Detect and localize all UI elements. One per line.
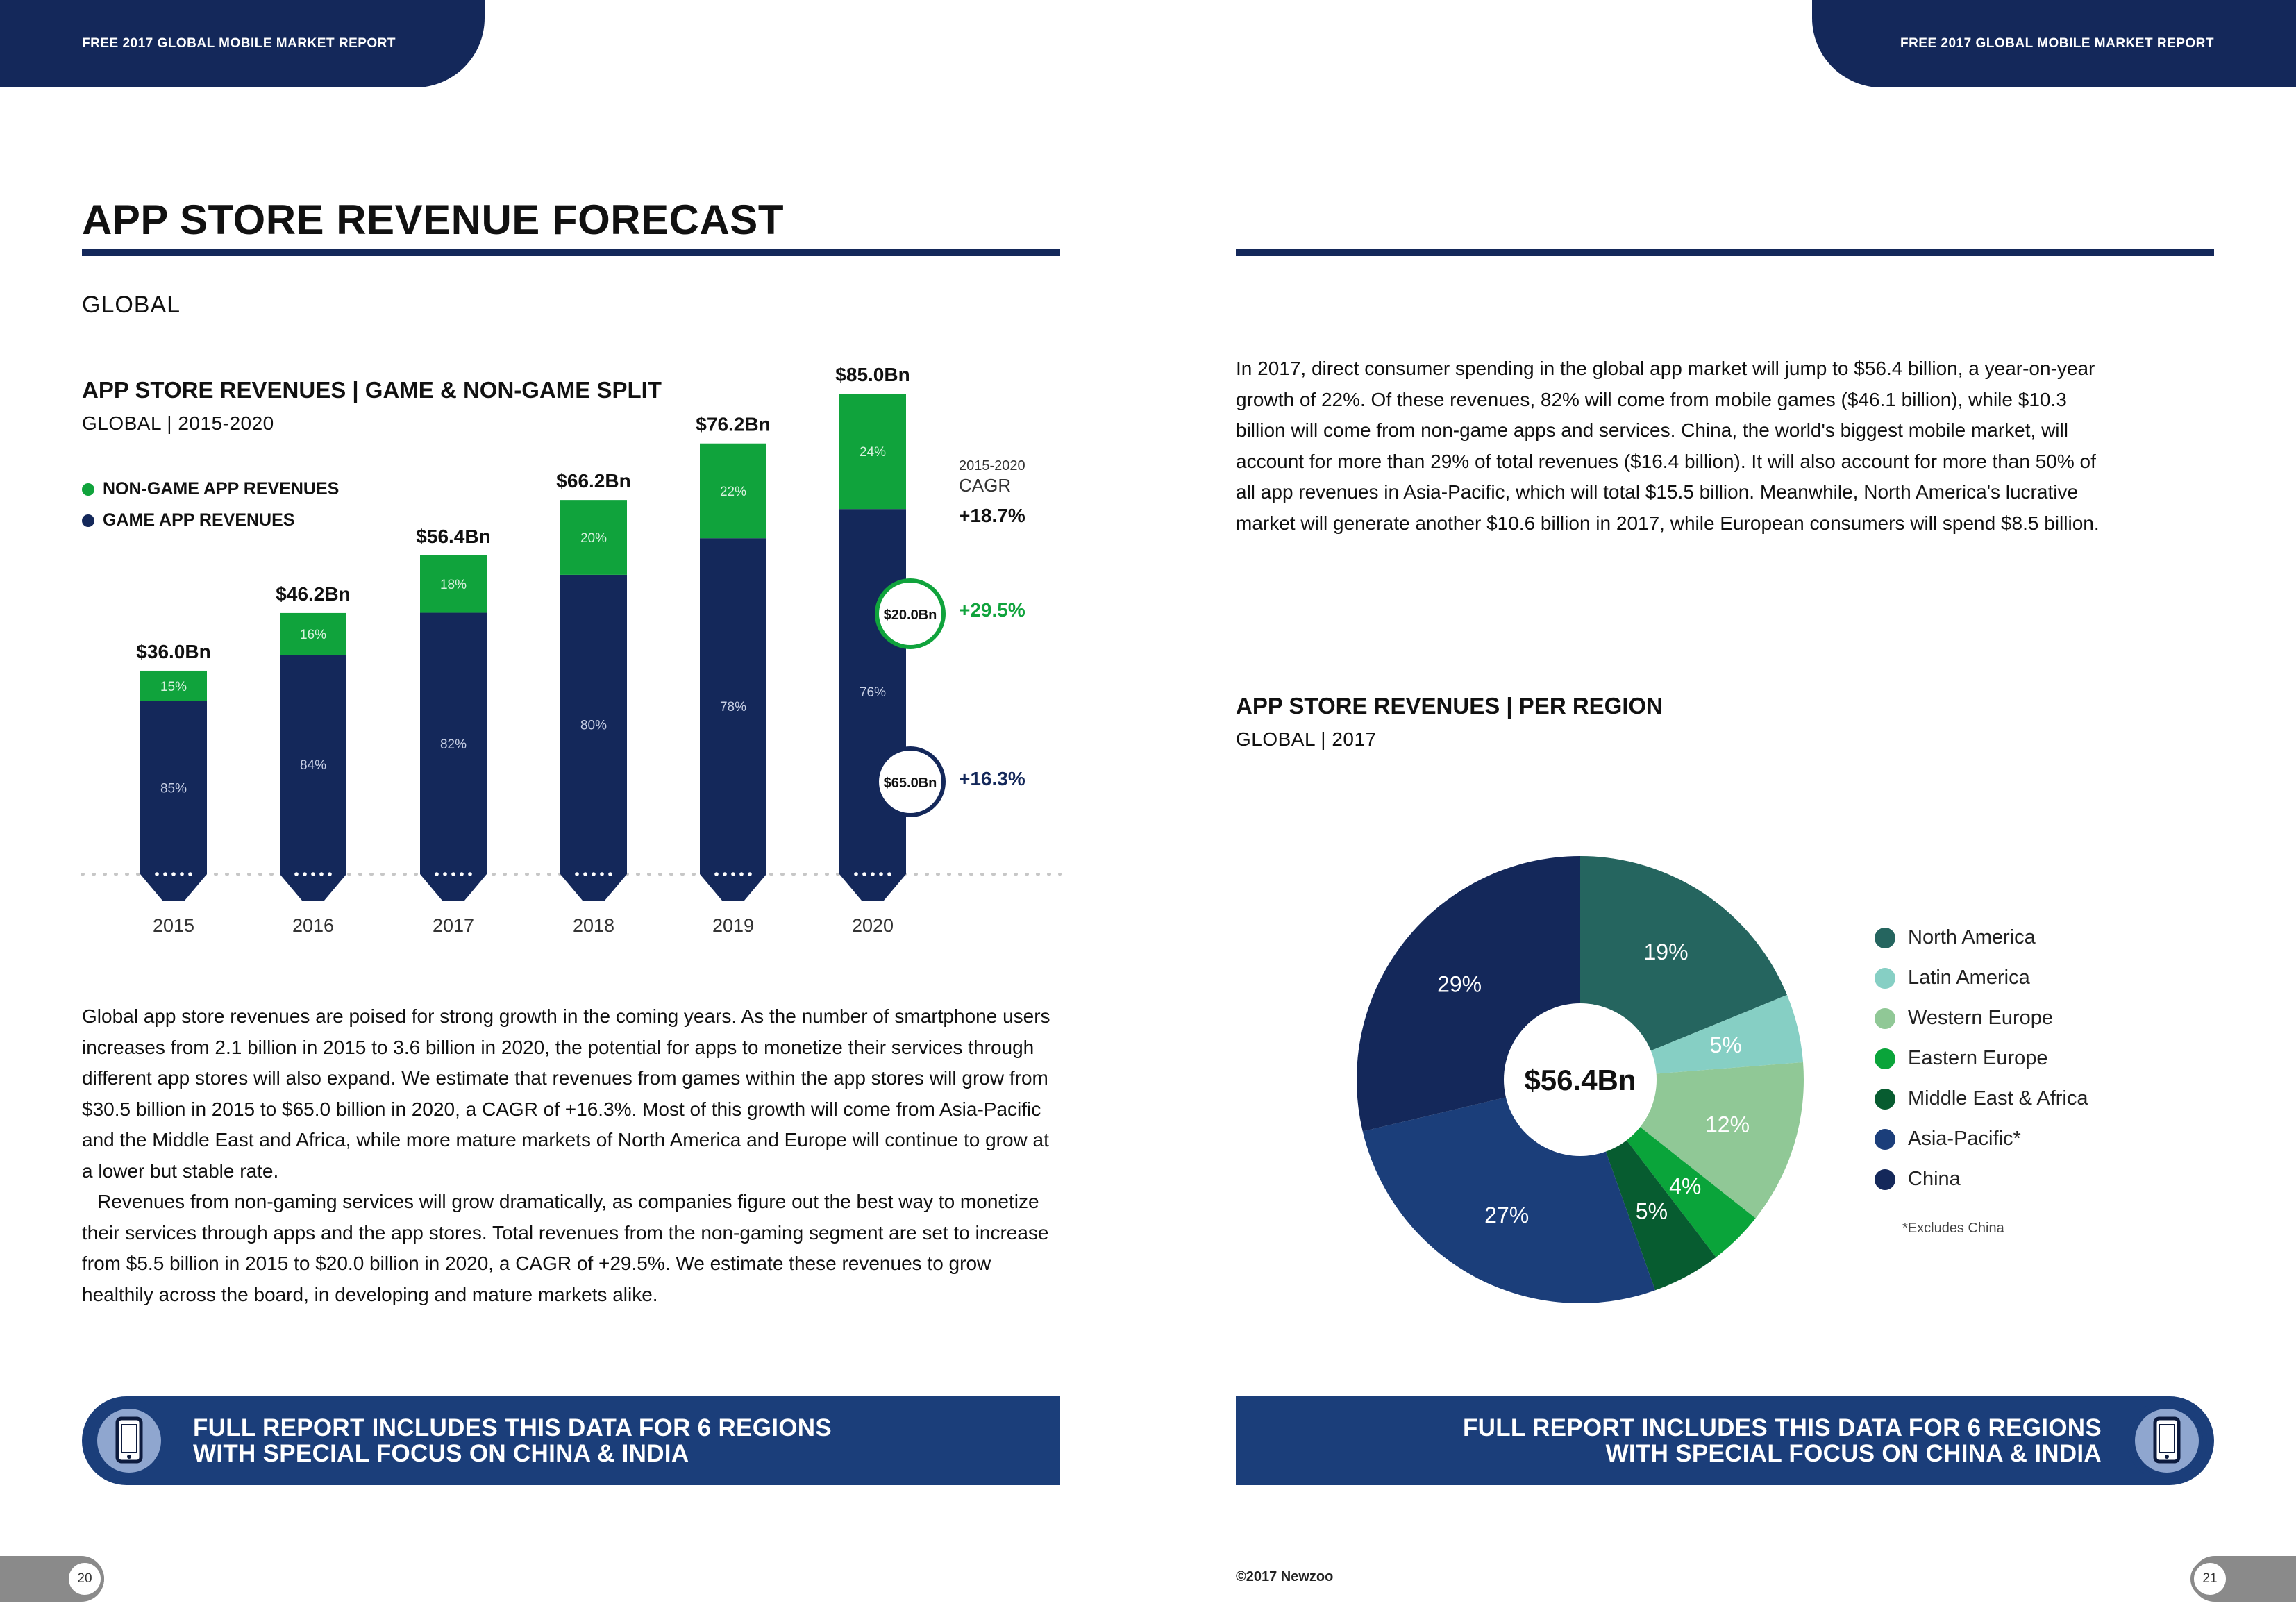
pie-label-eastern-europe: 4% xyxy=(1669,1173,1702,1199)
label-nongame-share-2018: 20% xyxy=(580,531,607,546)
bar-dot-2020 xyxy=(879,872,883,876)
pie-legend-label: Middle East & Africa xyxy=(1908,1087,2088,1110)
cta-text-left xyxy=(193,1415,832,1466)
bar-arrow-2017 xyxy=(420,874,487,901)
cta-right-line-1: FULL REPORT INCLUDES THIS DATA FOR 6 REGIONS xyxy=(1463,1414,2102,1441)
bar-dot-2017 xyxy=(460,872,464,876)
pie-legend-item xyxy=(1875,1128,2021,1150)
label-total-2019: $76.2Bn xyxy=(696,413,771,435)
phone-glyph-right xyxy=(2135,1409,2199,1473)
pie-label-middle-east-africa: 5% xyxy=(1635,1198,1668,1224)
legend-label-nongame: NON-GAME APP REVENUES xyxy=(103,479,340,499)
bar-dot-2020 xyxy=(854,872,858,876)
cagr-total: +18.7% xyxy=(959,505,1025,526)
header-title-right: FREE 2017 GLOBAL MOBILE MARKET REPORT xyxy=(1900,36,2214,51)
label-game-share-2018: 80% xyxy=(580,718,607,733)
pie-footnote: *Excludes China xyxy=(1902,1221,2004,1236)
bar-dot-2016 xyxy=(319,872,324,876)
cagr-period: 2015-2020 xyxy=(959,458,1025,474)
bubble-nongame-label: $20.0Bn xyxy=(883,608,937,623)
pie-legend-item xyxy=(1875,1087,2088,1110)
pie-label-latin-america: 5% xyxy=(1709,1032,1742,1058)
cta-banner-right[interactable] xyxy=(1236,1396,2214,1485)
bar-dot-2018 xyxy=(575,872,579,876)
bar-dot-2015 xyxy=(163,872,167,876)
x-tick-2015: 2015 xyxy=(152,915,195,936)
pie-legend-item xyxy=(1875,926,2036,949)
label-total-2020: $85.0Bn xyxy=(835,364,910,386)
header-title-left: FREE 2017 GLOBAL MOBILE MARKET REPORT xyxy=(82,36,396,51)
bar-arrow-2019 xyxy=(700,874,766,901)
pie-legend-label: Latin America xyxy=(1908,966,2030,989)
pie-center-label: $56.4Bn xyxy=(1524,1064,1636,1096)
bar-arrow-2016 xyxy=(280,874,346,901)
bar-dot-2019 xyxy=(731,872,735,876)
pie-legend-item xyxy=(1875,1168,1961,1191)
x-tick-2020: 2020 xyxy=(851,915,894,936)
label-total-2015: $36.0Bn xyxy=(136,640,211,662)
bar-dot-2017 xyxy=(451,872,455,876)
bar-dot-2019 xyxy=(723,872,727,876)
label-nongame-share-2015: 15% xyxy=(160,679,187,694)
bar-dot-2017 xyxy=(468,872,472,876)
phone-icon-left xyxy=(89,1400,169,1481)
bar-dot-2016 xyxy=(311,872,315,876)
bar-dot-2018 xyxy=(592,872,596,876)
pie-chart xyxy=(1347,847,1847,1319)
copyright: ©2017 Newzoo xyxy=(1236,1569,1334,1584)
bar-dot-2018 xyxy=(583,872,587,876)
pie-label-asia-pacific-: 27% xyxy=(1484,1202,1530,1228)
page-number-right: 21 xyxy=(2190,1559,2229,1598)
body-left-paragraph-1: Global app store revenues are poised for strong growth in the coming years. As the number of smartphone users increases from 2.1 billion in 2015 to 3.6 billion in 2020, the potential for apps to monetize their services through different app stores will also expand. We estimate that revenues from games within the app stores will grow from $30.5 billion in 2015 to $65.0 billion in 2020, a CAGR of +16.3%. Most of this growth will come from Asia-Pacific and the Middle East and Africa, while more mature markets of North America and Europe will continue to grow at a lower but stable rate. xyxy=(82,1005,1050,1182)
label-total-2016: $46.2Bn xyxy=(276,583,351,605)
bar-dot-2017 xyxy=(435,872,439,876)
cta-right-line-2: WITH SPECIAL FOCUS ON CHINA & INDIA xyxy=(1605,1440,2102,1467)
pie-legend-label: Eastern Europe xyxy=(1908,1047,2048,1069)
label-game-share-2016: 84% xyxy=(299,758,327,773)
bar-chart xyxy=(0,0,1083,958)
header-tab-right xyxy=(1812,0,2296,87)
pie-legend-item xyxy=(1875,1007,2053,1030)
bar-arrow-2015 xyxy=(140,874,207,901)
pie-label-western-europe: 12% xyxy=(1705,1112,1750,1137)
pie-legend-dot xyxy=(1875,1089,1895,1110)
pie-legend-dot xyxy=(1875,928,1895,948)
pie-legend-item xyxy=(1875,966,2030,989)
pie-legend-dot xyxy=(1875,1129,1895,1150)
pie-legend-dot xyxy=(1875,968,1895,989)
pie-legend-label: Western Europe xyxy=(1908,1007,2054,1029)
label-game-share-2015: 85% xyxy=(160,781,187,796)
body-text-left xyxy=(82,1001,1062,1310)
region-label: GLOBAL xyxy=(82,292,181,318)
cta-left-line-2: WITH SPECIAL FOCUS ON CHINA & INDIA xyxy=(193,1440,689,1467)
bar-dot-2020 xyxy=(862,872,866,876)
label-nongame-share-2019: 22% xyxy=(719,484,747,499)
label-game-share-2020: 76% xyxy=(859,685,887,701)
pie-chart-title: APP STORE REVENUES | PER REGION xyxy=(1236,693,1663,719)
label-nongame-share-2016: 16% xyxy=(299,628,327,643)
bar-dot-2019 xyxy=(748,872,752,876)
cagr-nongame: +29.5% xyxy=(959,599,1025,621)
bar-dot-2018 xyxy=(600,872,604,876)
bubble-game-label: $65.0Bn xyxy=(883,776,937,791)
bar-dot-2015 xyxy=(188,872,192,876)
bar-dot-2015 xyxy=(171,872,176,876)
body-text-right xyxy=(1236,353,2118,539)
cagr-label: CAGR xyxy=(959,475,1012,496)
bar-arrow-2018 xyxy=(560,874,627,901)
bar-dot-2016 xyxy=(294,872,299,876)
bar-chart-title: APP STORE REVENUES | GAME & NON-GAME SPLIT xyxy=(82,377,662,403)
cagr-game: +16.3% xyxy=(959,768,1025,789)
cta-banner-left[interactable] xyxy=(82,1396,1060,1485)
bar-dot-2019 xyxy=(739,872,744,876)
label-game-share-2017: 82% xyxy=(439,737,467,752)
pie-legend-label: China xyxy=(1908,1168,1961,1190)
bar-dot-2016 xyxy=(303,872,307,876)
pie-chart-subtitle: GLOBAL | 2017 xyxy=(1236,728,1377,750)
bar-dot-2015 xyxy=(155,872,159,876)
x-tick-2019: 2019 xyxy=(712,915,755,936)
bar-dot-2018 xyxy=(608,872,612,876)
bar-chart-subtitle: GLOBAL | 2015-2020 xyxy=(82,412,274,434)
pie-legend-dot xyxy=(1875,1169,1895,1190)
bar-dot-2016 xyxy=(328,872,332,876)
label-nongame-share-2020: 24% xyxy=(859,445,887,460)
body-right-paragraph-1: In 2017, direct consumer spending in the global app market will jump to $56.4 billion, a year-on-year growth of 22%. Of these revenues, 82% will come from mobile games ($46.1 billion), while $10.3 billion will come from non-game apps and services. China, the world's biggest mobile market, will account for more than 29% of total revenues ($16.4 billion). It will also account for more than 50% of all app revenues in Asia-Pacific, which will total $15.5 billion. Meanwhile, North America's lucrative market will generate another $10.6 billion in 2017, while European consumers will spend $8.5 billion. xyxy=(1236,358,2100,534)
title-rule-right xyxy=(1236,249,2214,256)
pie-legend-label: North America xyxy=(1908,926,2036,948)
page-number-left: 20 xyxy=(65,1559,104,1598)
page-title: APP STORE REVENUE FORECAST xyxy=(82,196,784,243)
bar-dot-2020 xyxy=(887,872,891,876)
bar-dot-2017 xyxy=(443,872,447,876)
bar-arrow-2020 xyxy=(839,874,906,901)
pie-label-china: 29% xyxy=(1437,971,1482,997)
label-game-share-2019: 78% xyxy=(719,700,747,715)
x-tick-2017: 2017 xyxy=(432,915,475,936)
pie-label-north-america: 19% xyxy=(1643,939,1689,964)
pie-legend-dot xyxy=(1875,1048,1895,1069)
phone-icon-right xyxy=(2127,1400,2207,1481)
label-total-2017: $56.4Bn xyxy=(416,525,491,547)
pie-legend-item xyxy=(1875,1047,2048,1070)
cta-left-line-1: FULL REPORT INCLUDES THIS DATA FOR 6 REGIONS xyxy=(193,1414,832,1441)
x-tick-2018: 2018 xyxy=(572,915,615,936)
legend-label-game: GAME APP REVENUES xyxy=(103,510,295,530)
label-total-2018: $66.2Bn xyxy=(556,470,631,492)
phone-glyph-left xyxy=(97,1409,161,1473)
label-nongame-share-2017: 18% xyxy=(439,578,467,593)
bar-dot-2020 xyxy=(871,872,875,876)
pie-legend-dot xyxy=(1875,1008,1895,1029)
bar-dot-2019 xyxy=(714,872,719,876)
cta-text-right xyxy=(1463,1415,2102,1466)
pie-legend-label: Asia-Pacific* xyxy=(1908,1128,2021,1150)
bar-dot-2015 xyxy=(180,872,184,876)
body-left-paragraph-2: Revenues from non-gaming services will grow dramatically, as companies figure out the best way to monetize their services through apps and the app stores. Total revenues from the non-gaming segment are set to increase from $5.5 billion in 2015 to $20.0 billion in 2020, a CAGR of +29.5%. We estimate these revenues to grow healthily across the board, in developing and mature markets alike. xyxy=(82,1191,1049,1305)
x-tick-2016: 2016 xyxy=(292,915,335,936)
